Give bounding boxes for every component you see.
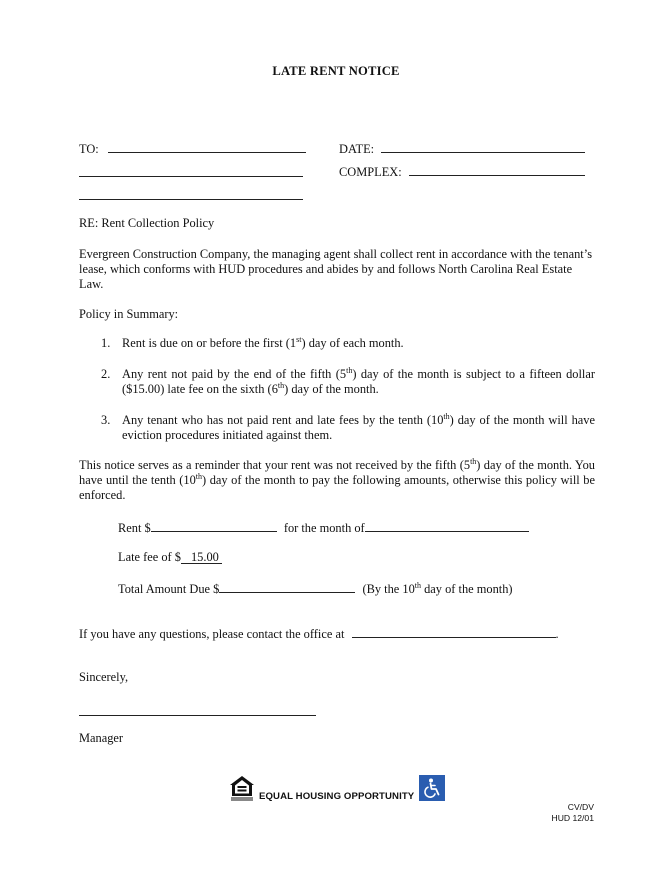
re-line: RE: Rent Collection Policy [79,216,215,230]
date-label: DATE: [339,142,375,156]
equal-housing-logo-icon [228,774,256,802]
intro-paragraph: Evergreen Construction Company, the managing agent shall collect rent in accordance with the tenant’s lease, which conforms with HUD procedures and abides by and follows North Carolina Real Estate Law. [79,247,593,291]
wheelchair-accessibility-icon [419,775,445,801]
to-name-line[interactable] [108,140,306,153]
month-label: for the month of [283,521,365,535]
complex-row [339,163,585,180]
complex-line[interactable] [409,163,585,176]
late-fee-label: Late fee of $ [118,550,181,564]
to-address-line-2[interactable] [79,187,303,204]
to-row [79,140,306,157]
rent-amount-line[interactable] [151,519,277,532]
policy-item-text: Any tenant who has not paid rent and late fees by the tenth (10th) day of the month will have eviction procedures initiated against them. [122,411,595,442]
form-code-1: CV/DV [567,802,594,812]
form-code-2: HUD 12/01 [551,813,594,823]
signature-title: Manager [79,731,124,745]
policy-item-number: 1. [101,336,111,350]
closing: Sincerely, [79,670,129,684]
month-line[interactable] [365,519,529,532]
questions-row: If you have any questions, please contact the office at . [79,627,559,641]
policy-item-text: Any rent not paid by the end of the fifth (5th) day of the month is subject to a fifteen dollar ($15.00) late fee on the sixth (6th) day of the month. [122,365,595,396]
by-tenth-note: (By the 10th day of the month) [362,580,513,596]
rent-label: Rent $ [118,521,151,535]
rent-row [118,519,529,536]
late-fee-value[interactable]: 15.00 [181,551,222,564]
policy-item-text: Rent is due on or before the first (1st) day of each month. [122,334,404,350]
total-amount-line[interactable] [219,580,355,593]
to-label: TO: [79,142,99,156]
date-row [339,140,585,157]
late-fee-row [118,550,222,565]
reminder-paragraph: This notice serves as a reminder that your rent was not received by the fifth (5th) day of the month. You have until the tenth (10th) day of the month to pay the following amounts, otherwise this policy will be enforced. [79,456,595,502]
policy-item-number: 3. [101,413,111,427]
policy-item-number: 2. [101,367,111,381]
signature-line[interactable] [79,715,316,716]
date-line[interactable] [381,140,585,153]
equal-housing-text: EQUAL HOUSING OPPORTUNITY [259,791,415,802]
policy-heading: Policy in Summary: [79,307,179,321]
total-label: Total Amount Due $ [118,582,220,596]
document-title: LATE RENT NOTICE [272,64,400,78]
questions-text: If you have any questions, please contact the office at [79,627,345,641]
complex-label: COMPLEX: [339,165,402,179]
to-address-line-1[interactable] [79,164,303,181]
office-contact-line[interactable] [352,625,556,638]
total-row [118,580,513,597]
